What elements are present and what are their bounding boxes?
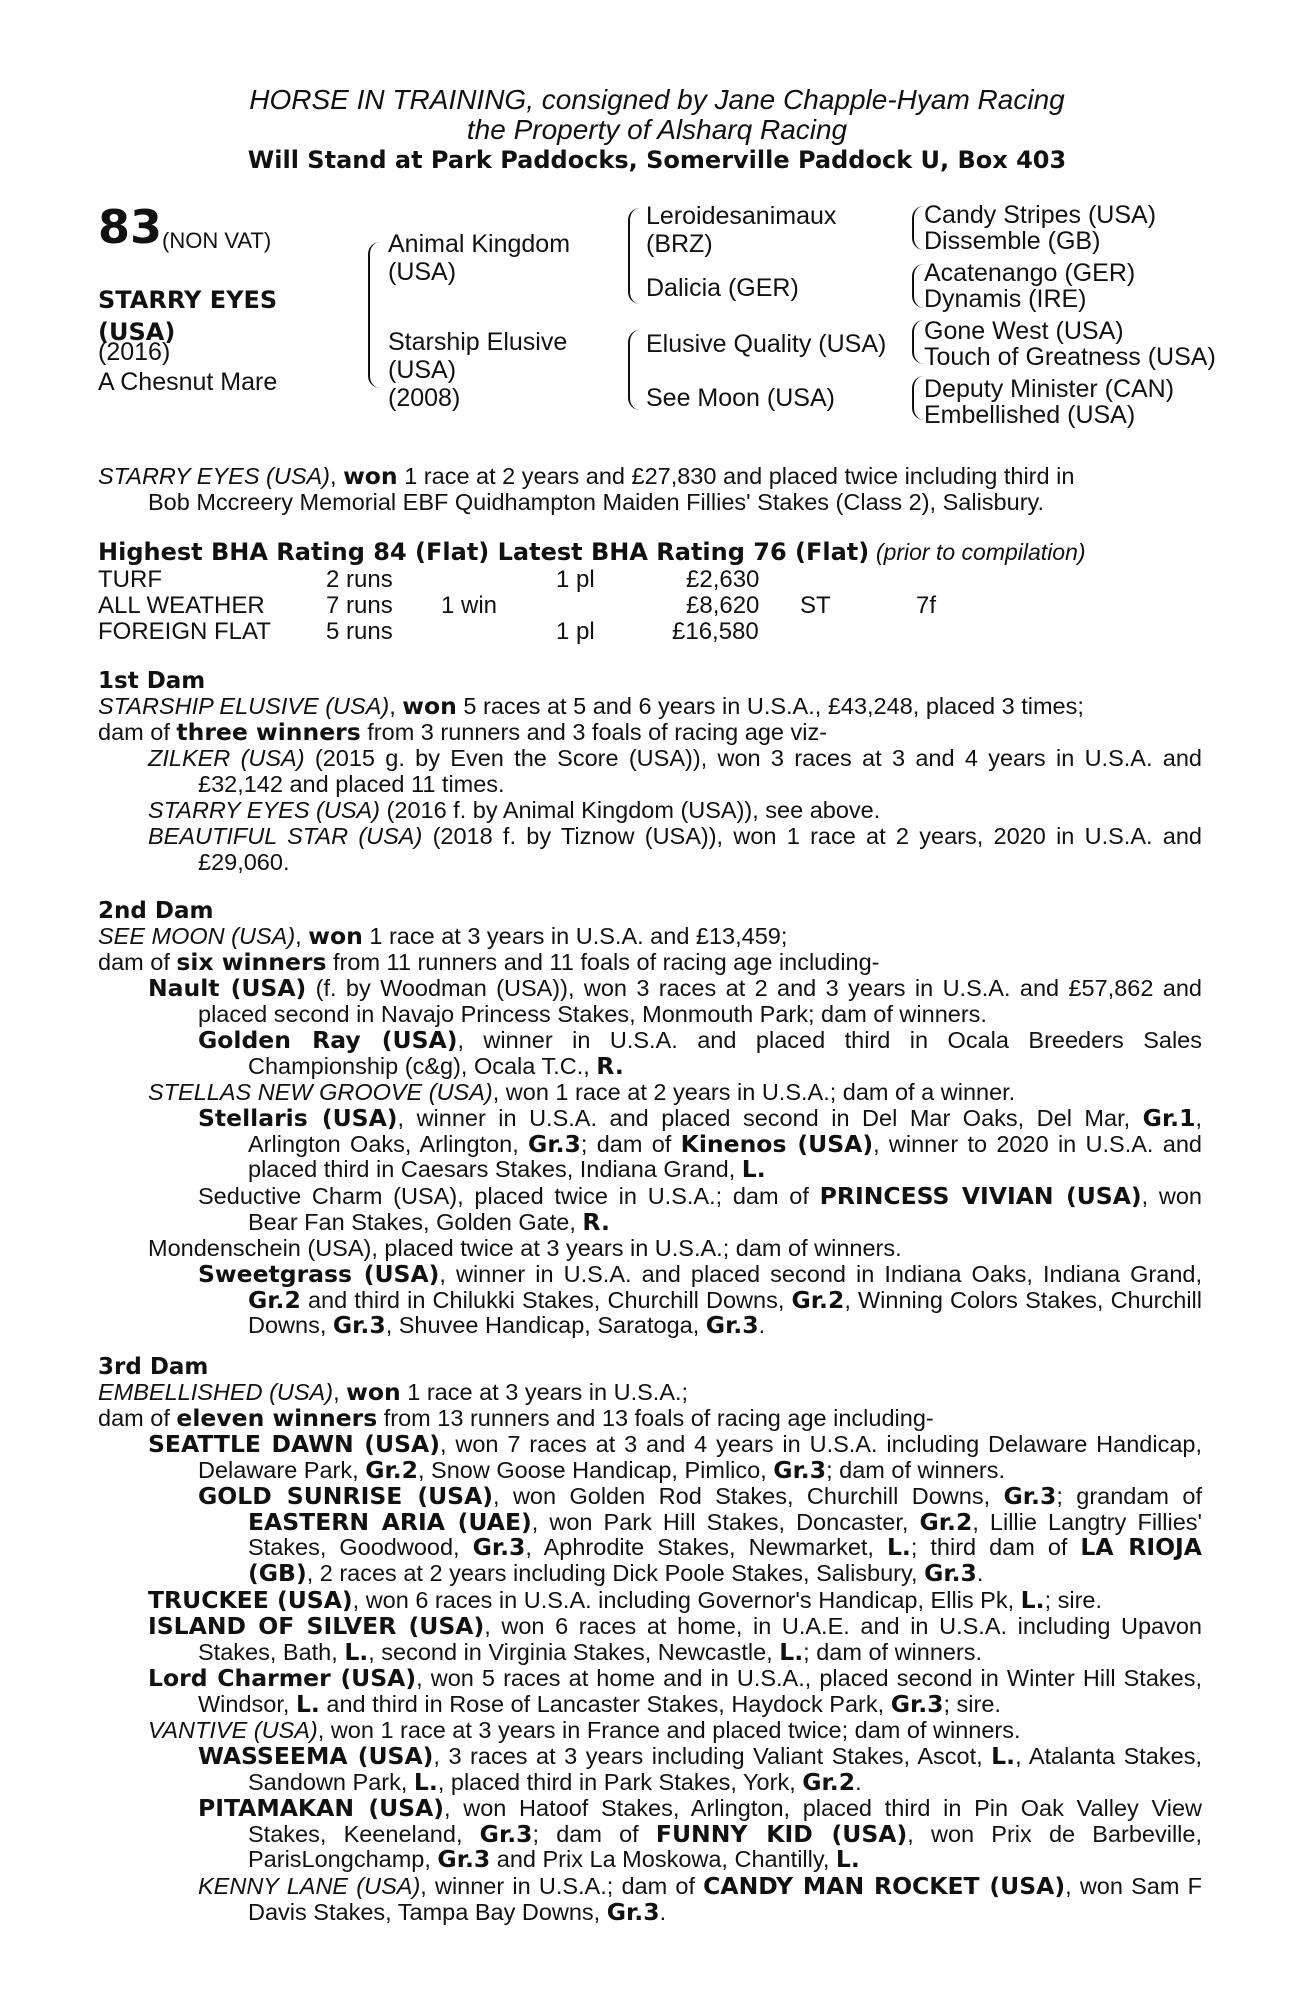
pedigree-sire-country: (USA) [388,258,457,286]
dam1-progeny-1-name: ZILKER (USA) [148,745,305,771]
dam1-heading: 1st Dam [98,668,206,694]
ratings-row-aw-st: ST [800,592,831,619]
dam3-seattle-t2: , Snow Goose Handicap, Pimlico, [418,1456,774,1483]
dam3-l2-rest: from 13 runners and 13 foals of racing age including- [377,1405,934,1431]
dam3-progeny-gold [198,1484,1202,1586]
dam2-vivian-name: PRINCESS VIVIAN (USA) [819,1182,1142,1210]
pedigree-dam-country: (USA) [388,356,457,384]
dam2-name: SEE MOON (USA) [98,923,296,949]
summary-line1: STARRY EYES (USA), won 1 race at 2 years and £27,830 and placed twice including third in [98,462,1075,490]
dam3-lord-name: Lord Charmer (USA) [148,1664,417,1692]
dam3-seattle-t1: , won 7 races at 3 and 4 years in U.S.A. including Delaware Handicap, Delaware Park, [198,1431,1202,1483]
dam3-gold-t6: ; third dam of [910,1534,1081,1561]
dam3-text1: 1 race at 3 years in U.S.A.; [400,1379,689,1405]
dam3-wasseema-t3: , placed third in Park Stakes, York, [437,1768,803,1795]
dam2-vivian-text: , won Bear Fan Stakes, Golden Gate, [248,1183,1202,1235]
ratings-row-turf-runs: 2 runs [326,566,393,593]
dam3-kenny-g1: Gr.3 [606,1897,660,1926]
dam3-lord-t3: ; sire. [943,1690,1001,1717]
dam2-progeny-sweetgrass [198,1262,1202,1339]
lot-number: 83 [98,200,163,254]
dam3-island-g1: L. [344,1637,369,1666]
pedigree-brace-g3-3 [912,320,924,364]
dam2-stellaris-g2: Gr.3 [528,1129,581,1158]
pedigree-dam-year: (2008) [388,384,461,412]
ratings-row-ff-surface: FOREIGN FLAT [98,618,271,645]
ratings-row-turf-placed: 1 pl [556,566,595,593]
horse-name-line2: (USA) [98,318,176,346]
pedigree-gg-7: Deputy Minister (CAN) [924,375,1175,403]
dam2-stellaris-t3: ; dam of [580,1130,681,1157]
dam1-l2-pre: dam of [98,719,177,745]
dam3-wasseema-t4: . [855,1768,862,1795]
dam3-gold-g4: L. [886,1533,911,1562]
dam2-nault-name: Nault (USA) [148,974,307,1002]
pedigree-gg-2: Dissemble (GB) [924,227,1101,255]
dam2-stellas-name: STELLAS NEW GROOVE (USA) [148,1079,493,1105]
horse-year: (2016) [98,338,171,366]
ratings-row-aw-dist: 7f [916,592,937,619]
dam3-pitamakan-t1: , won Hatoof Stakes, Arlington, placed third in Pin Oak Valley View Stakes, Keeneland, [248,1795,1203,1847]
pedigree-gg-6: Touch of Greatness (USA) [924,343,1216,371]
dam3-island-g2: L. [779,1637,804,1666]
dam2-sweetgrass-t1: , winner in U.S.A. and placed second in Indiana Oaks, Indiana Grand, [439,1261,1202,1287]
dam2-winners: six winners [176,948,327,976]
pedigree-dam-sire: Elusive Quality (USA) [646,330,887,358]
dam2-progeny-nault [148,976,1202,1027]
horse-name-line1: STARRY EYES [98,286,278,314]
dam3-truckee-t1: , won 6 races in U.S.A. including Governor's Handicap, Ellis Pk, [352,1587,1021,1613]
dam3-wasseema-g2: L. [413,1767,438,1796]
dam2-won: won [308,922,363,950]
dam1-progeny-3 [148,824,1202,875]
dam1-line2 [98,720,1202,746]
dam2-sweetgrass-name: Sweetgrass (USA) [198,1260,440,1288]
dam2-stellaris-t1: , winner in U.S.A. and placed second in Del Mar Oaks, Del Mar, [397,1105,1143,1131]
pedigree-gg-5: Gone West (USA) [924,317,1124,345]
dam1-winners: three winners [176,718,361,746]
dam3-wasseema-t2: , Atalanta Stakes, Sandown Park, [248,1743,1202,1795]
dam3-truckee-name: TRUCKEE (USA) [148,1586,353,1614]
dam3-funny-name: FUNNY KID (USA) [655,1819,908,1848]
dam3-gold-t7: , 2 races at 2 years including Dick Poole Stakes, Salisbury, [306,1559,925,1586]
dam1-text1: 5 races at 5 and 6 years in U.S.A., £43,248, placed 3 times; [456,693,1084,719]
dam3-gold-g1: Gr.3 [1003,1482,1057,1510]
pedigree-brace-sire [628,208,640,304]
dam2-sweetgrass-t2: and third in Chilukki Stakes, Churchill Downs, [300,1286,792,1313]
dam3-won: won [346,1378,401,1406]
ratings-row-turf-money: £2,630 [686,566,760,593]
dam3-line2 [98,1406,1202,1432]
ratings-row-aw-money: £8,620 [686,592,760,619]
ratings-row-ff-runs: 5 runs [326,618,393,645]
dam3-truckee-t2: ; sire. [1044,1587,1103,1613]
dam2-text1: 1 race at 3 years in U.S.A. and £13,459; [362,923,788,949]
dam3-vantive-text: , won 1 race at 3 years in France and placed twice; dam of winners. [317,1717,1021,1743]
dam2-progeny-stellaris [198,1106,1202,1183]
dam2-stellaris-g3: L. [741,1155,766,1184]
ratings-heading-line [98,538,1086,567]
dam1-progeny-3-name: BEAUTIFUL STAR (USA) [148,823,423,849]
dam3-seattle-t3: ; dam of winners. [826,1456,1006,1483]
dam1-progeny-3-text: (2018 f. by Tiznow (USA)), won 1 race at 2 years, 2020 in U.S.A. and £29,060. [198,823,1203,875]
dam3-gold-t5: , Aphrodite Stakes, Newmarket, [525,1534,887,1561]
catalogue-header-property: the Property of Alsharq Racing [466,114,848,145]
dam3-gold-t4: , Lillie Langtry Fillies' Stakes, Goodwood, [248,1508,1203,1561]
dam3-gold-g5: Gr.3 [924,1558,977,1587]
dam2-progeny-seductive [198,1184,1202,1235]
pedigree-brace-dam [628,330,640,410]
dam3-pitamakan-t4: and Prix La Moskowa, Chantilly, [490,1846,836,1873]
dam3-seattle-g2: Gr.3 [773,1455,827,1484]
dam3-truckee-g1: L. [1020,1586,1045,1614]
dam3-kenny-t2: , won Sam F Davis Stakes, Tampa Bay Downs, [248,1873,1202,1925]
dam2-stellas-text: , won 1 race at 2 years in U.S.A.; dam of a winner. [492,1079,1016,1105]
ratings-row-turf-surface: TURF [98,566,162,593]
summary-horse-name: STARRY EYES (USA) [98,463,331,489]
dam3-wasseema-name: WASSEEMA (USA) [198,1742,434,1770]
pedigree-gg-8: Embellished (USA) [924,401,1136,429]
dam2-golden-grade: R. [596,1051,624,1080]
dam2-sweetgrass-g3: Gr.3 [332,1311,386,1340]
catalogue-header-consignor: HORSE IN TRAINING, consigned by Jane Chapple-Hyam Racing [249,84,1065,115]
dam3-gold-t8: . [976,1559,984,1586]
dam2-vivian-grade: R. [582,1207,610,1236]
pedigree-gen3 [924,202,1216,428]
ratings-note: (prior to compilation) [875,539,1086,565]
dam3-gold-g3: Gr.3 [472,1533,526,1562]
summary-text1: 1 race at 2 years and £27,830 and placed twice including third in [397,463,1075,489]
pedigree-sire [388,230,570,286]
pedigree-sire-dam: Dalicia (GER) [646,274,799,302]
dam2-golden-name: Golden Ray (USA) [198,1026,458,1054]
dam3-winners: eleven winners [176,1404,378,1432]
dam3-progeny-island [148,1614,1202,1665]
dam3-island-t1: , won 6 races at home, in U.A.E. and in U.S.A. including Upavon Stakes, Bath, [198,1613,1202,1665]
dam2-l2-pre: dam of [98,949,177,975]
dam3-progeny-kenny [198,1874,1202,1925]
dam2-stellaris-name: Stellaris (USA) [198,1104,398,1132]
pedigree-gg-1: Candy Stripes (USA) [924,201,1157,229]
dam2-kinenos-name: Kinenos (USA) [680,1129,874,1158]
dam1-progeny-2-name: STARRY EYES (USA) [148,797,381,823]
pedigree-sire-sire [646,202,836,258]
dam1-name: STARSHIP ELUSIVE (USA) [98,693,390,719]
dam3-wasseema-t1: , 3 races at 3 years including Valiant Stakes, Ascot, [433,1743,992,1769]
dam3-pitamakan-g3: L. [835,1845,860,1874]
dam2-l2-rest: from 11 runners and 11 foals of racing age including- [326,949,880,975]
dam3-wasseema-g3: Gr.2 [802,1767,856,1796]
pedigree-dam-name: Starship Elusive [388,328,568,356]
pedigree-brace-g3-2 [912,264,924,308]
dam2-line2 [98,950,1202,976]
dam1-progeny-1 [148,746,1202,797]
ratings-row-ff-placed: 1 pl [556,618,595,645]
dam3-kenny-t1: , winner in U.S.A.; dam of [420,1873,704,1899]
dam1-progeny-1-text: (2015 g. by Even the Score (USA)), won 3 races at 3 and 4 years in U.S.A. and £32,142 and placed 11 times. [198,745,1202,797]
dam3-gold-t1: , won Golden Rod Stakes, Churchill Downs, [493,1483,1004,1509]
dam3-kenny-name: KENNY LANE (USA) [198,1873,421,1899]
dam3-heading: 3rd Dam [98,1354,209,1380]
dam3-gold-t3: , won Park Hill Stakes, Doncaster, [531,1508,920,1535]
dam3-pitamakan-t3: , won Prix de Barbeville, ParisLongchamp, [248,1820,1202,1873]
dam3-rioja-name: LA RIOJA (GB) [248,1533,1202,1587]
dam3-gold-t2: ; grandam of [1056,1483,1203,1509]
dam3-progeny-lord [148,1666,1202,1717]
dam2-stellaris-g1: Gr.1 [1142,1104,1196,1132]
ratings-heading: Highest BHA Rating 84 (Flat) Latest BHA Rating 76 (Flat) [98,538,870,566]
pedigree-sire-sire-country: (BRZ) [646,230,713,258]
dam1-line1: STARSHIP ELUSIVE (USA), won 5 races at 5 and 6 years in U.S.A., £43,248, placed 3 times; [98,692,1084,720]
dam3-gold-g2: Gr.2 [919,1507,973,1536]
dam3-vantive-name: VANTIVE (USA) [148,1717,318,1743]
pedigree-sire-sire-name: Leroidesanimaux [646,202,837,230]
catalogue-header-location: Will Stand at Park Paddocks, Somerville Paddock U, Box 403 [247,146,1067,174]
dam3-lord-t1: , won 5 races at home and in U.S.A., placed second in Winter Hill Stakes, Windsor, [198,1665,1202,1717]
dam3-seattle-name: SEATTLE DAWN (USA) [148,1430,440,1458]
dam2-sweetgrass-g1: Gr.2 [248,1285,301,1314]
dam2-sweetgrass-t4: , Shuvee Handicap, Saratoga, [385,1312,706,1339]
dam3-island-t2: , second in Virginia Stakes, Newcastle, [368,1638,780,1665]
summary-won: won [343,462,398,490]
dam2-golden-text: , winner in U.S.A. and placed third in Ocala Breeders Sales Championship (c&g), Ocala T.C., [248,1027,1202,1079]
dam3-progeny-seattle [148,1432,1202,1483]
ratings-row-aw-surface: ALL WEATHER [98,592,265,619]
dam2-progeny-golden [198,1028,1202,1079]
dam2-progeny-mondenschein: Mondenschein (USA), placed twice at 3 years in U.S.A.; dam of winners. [148,1235,902,1261]
dam3-l2-pre: dam of [98,1405,177,1431]
pedigree-brace-g3-4 [912,376,924,420]
dam3-wasseema-g1: L. [991,1742,1016,1770]
dam1-won: won [402,692,457,720]
pedigree-gg-3: Acatenango (GER) [924,259,1136,287]
dam2-heading: 2nd Dam [98,898,214,924]
dam3-progeny-wasseema [198,1744,1202,1795]
dam2-sweetgrass-t3: , Winning Colors Stakes, Churchill Downs, [248,1286,1202,1339]
dam1-progeny-2 [148,798,1202,824]
pedigree-gg-4: Dynamis (IRE) [924,285,1087,313]
dam3-progeny-vantive [148,1718,1202,1744]
ratings-row-ff-money: £16,580 [672,618,759,645]
dam2-stellaris-t2: , Arlington Oaks, Arlington, [248,1105,1202,1157]
dam3-lord-g1: L. [295,1689,320,1718]
dam2-progeny-stellas [148,1080,1202,1106]
dam3-pitamakan-g2: Gr.3 [437,1845,491,1874]
dam2-sweetgrass-t5: . [758,1312,766,1339]
dam3-seattle-g1: Gr.2 [365,1455,418,1484]
dam3-gold-name: GOLD SUNRISE (USA) [198,1482,494,1510]
ratings-row-aw-wins: 1 win [441,592,498,619]
horse-description: A Chesnut Mare [98,368,278,396]
summary-line2: Bob Mccreery Memorial EBF Quidhampton Maiden Fillies' Stakes (Class 2), Salisbury. [148,489,1045,515]
dam3-progeny-truckee [148,1588,1202,1614]
dam3-progeny-pitamakan [198,1796,1202,1873]
dam3-pitamakan-t2: ; dam of [532,1820,656,1847]
ratings-row-aw-runs: 7 runs [326,592,393,619]
dam1-l2-rest: from 3 runners and 3 foals of racing age viz- [360,719,828,745]
dam3-pitamakan-name: PITAMAKAN (USA) [198,1794,445,1822]
dam2-sweetgrass-g2: Gr.2 [791,1285,845,1314]
pedigree-sire-name: Animal Kingdom [388,230,571,258]
dam2-line1: SEE MOON (USA), won 1 race at 3 years in U.S.A. and £13,459; [98,922,788,950]
dam2-seductive-text: Seductive Charm (USA), placed twice in U.S.A.; dam of [198,1183,820,1209]
dam3-lord-g2: Gr.3 [890,1689,944,1718]
dam3-island-t3: ; dam of winners. [803,1638,983,1665]
dam3-lord-t2: and third in Rose of Lancaster Stakes, Haydock Park, [319,1690,891,1717]
dam2-stellaris-t4: , winner to 2020 in U.S.A. and placed third in Caesars Stakes, Indiana Grand, [248,1130,1202,1183]
dam3-name: EMBELLISHED (USA) [98,1379,334,1405]
dam3-island-name: ISLAND OF SILVER (USA) [148,1612,485,1640]
dam1-progeny-2-text: (2016 f. by Animal Kingdom (USA)), see above. [380,797,881,823]
pedigree-brace-gen1 [368,242,380,388]
dam3-aria-name: EASTERN ARIA (UAE) [248,1507,532,1536]
lot-vat-status: (NON VAT) [162,228,272,253]
dam3-pitamakan-g1: Gr.3 [479,1819,533,1848]
dam2-sweetgrass-g4: Gr.3 [705,1311,759,1340]
pedigree-dam-dam: See Moon (USA) [646,384,835,412]
dam3-line1: EMBELLISHED (USA), won 1 race at 3 years in U.S.A.; [98,1378,689,1406]
dam2-nault-text: (f. by Woodman (USA)), won 3 races at 2 and 3 years in U.S.A. and £57,862 and placed second in Navajo Princess Stakes, Monmouth Park; dam of winners. [198,975,1202,1027]
pedigree-dam [388,328,567,412]
dam3-candy-name: CANDY MAN ROCKET (USA) [703,1872,1066,1900]
dam3-kenny-t3: . [659,1898,667,1925]
pedigree-brace-g3-1 [912,206,924,250]
